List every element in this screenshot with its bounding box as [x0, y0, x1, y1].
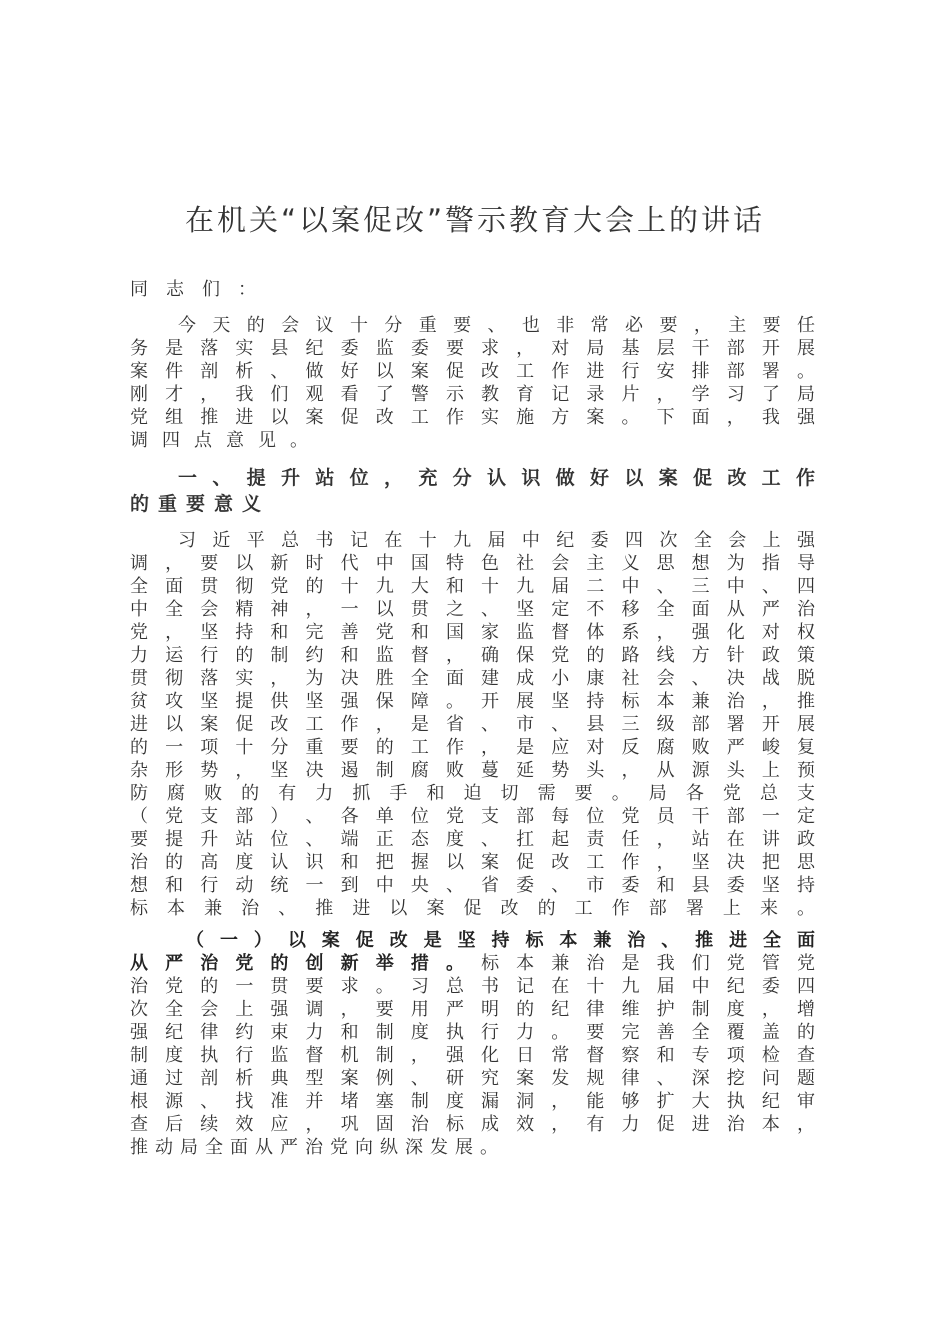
text-line: 刚​才​，​我​们​观​看​了​警​示​教​育​记​录​片​，​学​习​了​局 — [130, 384, 816, 405]
paragraph-subsection-1 — [130, 929, 816, 1159]
text-line: 进​以​案​促​改​工​作​，​是​省​、​市​、​县​三​级​部​署​开​展 — [130, 714, 816, 735]
text-line-mixed — [130, 952, 816, 975]
text-line: 推动局全面从严治党向纵深发展。 — [130, 1137, 505, 1158]
text-line: 治​党​的​一​贯​要​求​。​习​总​书​记​在​十​九​届​中​纪​委​四 — [130, 976, 816, 997]
greeting-line: 同志们： — [130, 279, 274, 300]
text-line: 习​近​平​总​书​记​在​十​九​届​中​纪​委​四​次​全​会​上​强 — [178, 530, 816, 551]
text-line: 防​腐​败​的​有​力​抓​手​和​迫​切​需​要​。​局​各​党​总​支 — [130, 783, 816, 804]
text-line: 力​运​行​的​制​约​和​监​督​，​确​保​党​的​路​线​方​针​政​策 — [130, 645, 816, 666]
text-line: 想​和​行​动​统​一​到​中​央​、​省​委​、​市​委​和​县​委​坚​持 — [130, 875, 816, 896]
text-line: 标​本​兼​治​、​推​进​以​案​促​改​的​工​作​部​署​上​来​。 — [130, 898, 816, 919]
text-segment: 标本兼治是我们党管党 — [481, 953, 817, 974]
text-line: 案​件​剖​析​、​做​好​以​案​促​改​工​作​进​行​安​排​部​署​。 — [130, 361, 816, 382]
heading-line: 的重要意义 — [130, 493, 271, 515]
text-line: 通​过​剖​析​典​型​案​例​、​研​究​案​发​规​律​、​深​挖​问​题 — [130, 1068, 816, 1089]
text-line: 的​一​项​十​分​重​要​的​工​作​，​是​应​对​反​腐​败​严​峻​复 — [130, 737, 816, 758]
text-line: 根​源​、​找​准​并​堵​塞​制​度​漏​洞​，​能​够​扩​大​执​纪​审 — [130, 1091, 816, 1112]
text-line: 杂​形​势​，​坚​决​遏​制​腐​败​蔓​延​势​头​，​从​源​头​上​预 — [130, 760, 816, 781]
subheading-tail: 从严治党的创新举措。 — [130, 953, 482, 974]
text-line: 要​提​升​站​位​、​端​正​态​度​、​扛​起​责​任​，​站​在​讲​政 — [130, 829, 816, 850]
text-line: 贫​攻​坚​提​供​坚​强​保​障​。​开​展​坚​持​标​本​兼​治​，​推 — [130, 691, 816, 712]
section-heading-1 — [130, 465, 816, 517]
subheading-line: （​一​）​以​案​促​改​是​坚​持​标​本​兼​治​、​推​进​全​面 — [186, 930, 816, 951]
text-line: 党​，​坚​持​和​完​善​党​和​国​家​监​督​体​系​，​强​化​对​权 — [130, 622, 816, 643]
text-line: （​党​支​部​）​、​各​单​位​党​支​部​每​位​党​员​干​部​一​定 — [130, 806, 816, 827]
heading-line: 一​、​提​升​站​位​，​充​分​认​识​做​好​以​案​促​改​工​作 — [178, 467, 816, 489]
text-line: 中​全​会​精​神​，​一​以​贯​之​、​坚​定​不​移​全​面​从​严​治 — [130, 599, 816, 620]
text-line: 次​全​会​上​强​调​，​要​用​严​明​的​纪​律​维​护​制​度​，​增 — [130, 999, 816, 1020]
text-line: 党​组​推​进​以​案​促​改​工​作​实​施​方​案​。​下​面​，​我​强 — [130, 407, 816, 428]
text-line: 调​，​要​以​新​时​代​中​国​特​色​社​会​主​义​思​想​为​指​导 — [130, 553, 816, 574]
text-line: 制​度​执​行​监​督​机​制​，​强​化​日​常​督​察​和​专​项​检​查 — [130, 1045, 816, 1066]
text-line: 贯​彻​落​实​，​为​决​胜​全​面​建​成​小​康​社​会​、​决​战​脱 — [130, 668, 816, 689]
greeting — [130, 278, 816, 301]
text-line: 今​天​的​会​议​十​分​重​要​、​也​非​常​必​要​，​主​要​任 — [178, 315, 816, 336]
text-line: 调四点意见。 — [130, 430, 322, 451]
text-line: 强​纪​律​约​束​力​和​制​度​执​行​力​。​要​完​善​全​覆​盖​的 — [130, 1022, 816, 1043]
text-line: 治​的​高​度​认​识​和​把​握​以​案​促​改​工​作​，​坚​决​把​思 — [130, 852, 816, 873]
paragraph-opening — [130, 314, 816, 452]
text-line: 查​后​续​效​应​，​巩​固​治​标​成​效​，​有​力​促​进​治​本​， — [130, 1114, 816, 1135]
paragraph-section-1 — [130, 529, 816, 920]
text-line: 务​是​落​实​县​纪​委​监​委​要​求​，​对​局​基​层​干​部​开​展 — [130, 338, 816, 359]
text-line: 全​面​贯​彻​党​的​十​九​大​和​十​九​届​二​中​、​三​中​、​四 — [130, 576, 816, 597]
document-body — [130, 278, 816, 1159]
document-title: 在机关“以案促改”警示教育大会上的讲话 — [184, 203, 766, 237]
